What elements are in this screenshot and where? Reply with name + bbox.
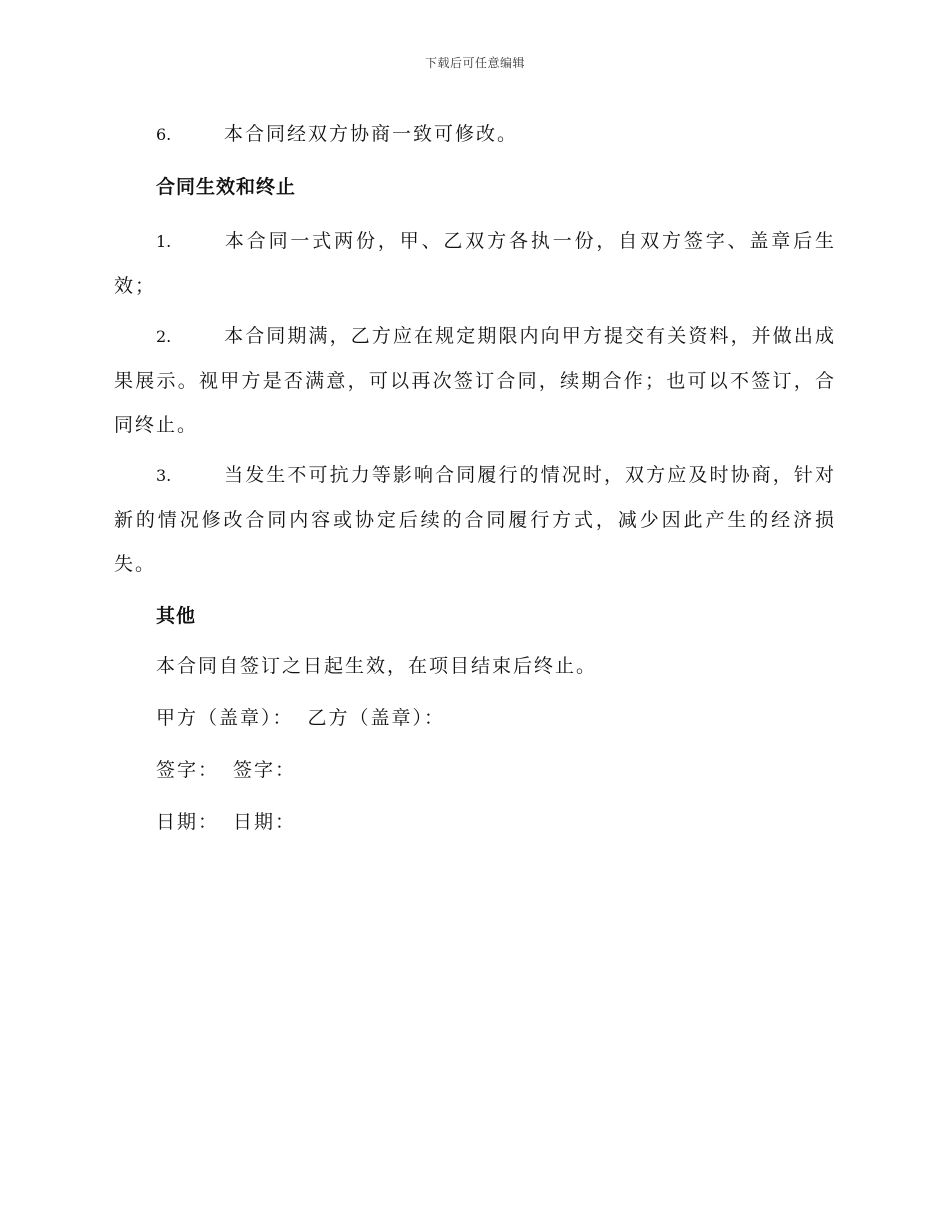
other-clause-text: 本合同自签订之日起生效，在项目结束后终止。	[156, 655, 598, 677]
party-b-sign-label: 签字：	[233, 759, 297, 781]
page-header-note: 下载后可任意编辑	[424, 56, 525, 70]
section-heading-other: 其他	[156, 605, 197, 627]
signature-row	[114, 744, 836, 796]
clause-number: 2.	[156, 327, 172, 346]
clause-text: 本合同期满，乙方应在规定期限内向甲方提交有关资料，并做出成果展示。视甲方是否满意，可以再次签订合同，续期合作；也可以不签订，合同终止。	[114, 325, 836, 436]
party-a-seal-label: 甲方（盖章）：	[156, 707, 294, 729]
section-heading-effect: 合同生效和终止	[156, 176, 297, 198]
clause-number: 6.	[156, 125, 172, 144]
clause-item	[114, 219, 836, 308]
clause-text: 当发生不可抗力等影响合同履行的情况时，双方应及时协商，针对新的情况修改合同内容或协定后续的合同履行方式，减少因此产生的经济损失。	[114, 464, 836, 575]
clause-text: 本合同经双方协商一致可修改。	[224, 123, 519, 145]
clause-item	[114, 112, 836, 157]
clause-item	[114, 314, 836, 447]
party-b-date-label: 日期：	[233, 811, 297, 833]
clause-item	[114, 453, 836, 586]
clause-number: 1.	[156, 232, 172, 251]
seal-row	[114, 692, 836, 744]
clause-text: 本合同一式两份，甲、乙双方各执一份，自双方签字、盖章后生效；	[114, 230, 836, 297]
document-body	[114, 112, 836, 848]
party-b-seal-label: 乙方（盖章）：	[307, 707, 446, 729]
party-a-sign-label: 签字：	[156, 759, 220, 781]
clause-number: 3.	[156, 466, 172, 485]
date-row	[114, 796, 836, 848]
party-a-date-label: 日期：	[156, 811, 220, 833]
